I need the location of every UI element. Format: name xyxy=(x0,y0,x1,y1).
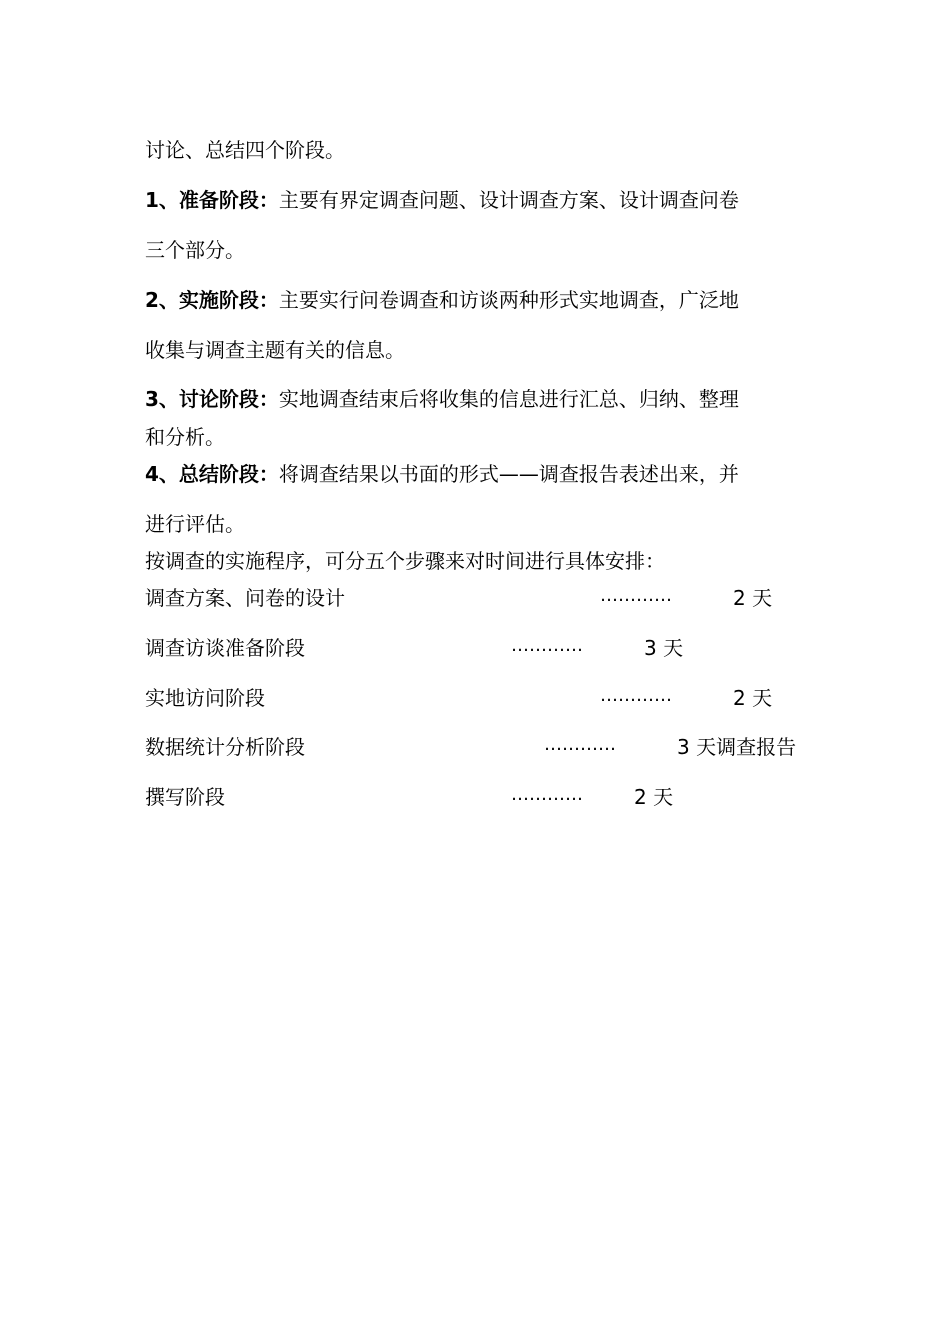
stage-2-text-b: 收集与调查主题有关的信息。 xyxy=(145,338,405,362)
schedule-duration: 3 天 xyxy=(644,636,684,660)
schedule-dots: ………… xyxy=(511,635,583,656)
stage-4-text-a: 将调查结果以书面的形式——调查报告表述出来，并 xyxy=(278,462,739,486)
schedule-duration: 3 天调查报告 xyxy=(677,735,797,759)
schedule-intro-text: 按调查的实施程序，可分五个步骤来对时间进行具体安排： xyxy=(145,549,665,573)
schedule-dots: ………… xyxy=(600,685,672,706)
schedule-intro-line xyxy=(145,548,810,574)
stage-3-line-1 xyxy=(145,386,810,412)
stage-1-text-b: 三个部分。 xyxy=(145,238,245,262)
stage-3-text-b: 和分析。 xyxy=(145,425,225,449)
stage-4-line-1 xyxy=(145,461,810,487)
stage-4-text-b: 进行评估。 xyxy=(145,512,245,536)
stage-2-text-a: 主要实行问卷调查和访谈两种形式实地调查，广泛地 xyxy=(278,288,739,312)
stage-3-label: 3、讨论阶段： xyxy=(145,387,279,411)
schedule-duration: 2 天 xyxy=(733,686,773,710)
schedule-dots: ………… xyxy=(511,784,583,805)
stage-4-line-2 xyxy=(145,511,810,537)
stage-2-line-2 xyxy=(145,337,810,363)
schedule-task: 调查访谈准备阶段 xyxy=(145,636,305,660)
stage-1-label: 1、准备阶段： xyxy=(145,188,279,212)
intro-tail-text: 讨论、总结四个阶段。 xyxy=(145,138,345,162)
schedule-duration: 2 天 xyxy=(634,785,674,809)
stage-1-line-1 xyxy=(145,187,810,213)
schedule-duration: 2 天 xyxy=(733,586,773,610)
schedule-task: 调查方案、问卷的设计 xyxy=(145,586,345,610)
schedule-task: 数据统计分析阶段 xyxy=(145,735,305,759)
stage-1-line-2 xyxy=(145,237,810,263)
schedule-dots: ………… xyxy=(544,734,616,755)
intro-tail-line xyxy=(145,137,810,163)
schedule-dots: ………… xyxy=(600,585,672,606)
stage-1-text-a: 主要有界定调查问题、设计调查方案、设计调查问卷 xyxy=(278,188,739,212)
stage-2-line-1 xyxy=(145,287,810,313)
stage-4-label: 4、总结阶段： xyxy=(145,462,279,486)
schedule-task: 撰写阶段 xyxy=(145,785,225,809)
stage-3-line-2 xyxy=(145,424,810,450)
stage-2-label: 2、实施阶段： xyxy=(145,288,279,312)
stage-3-text-a: 实地调查结束后将收集的信息进行汇总、归纳、整理 xyxy=(278,387,739,411)
schedule-task: 实地访问阶段 xyxy=(145,686,265,710)
